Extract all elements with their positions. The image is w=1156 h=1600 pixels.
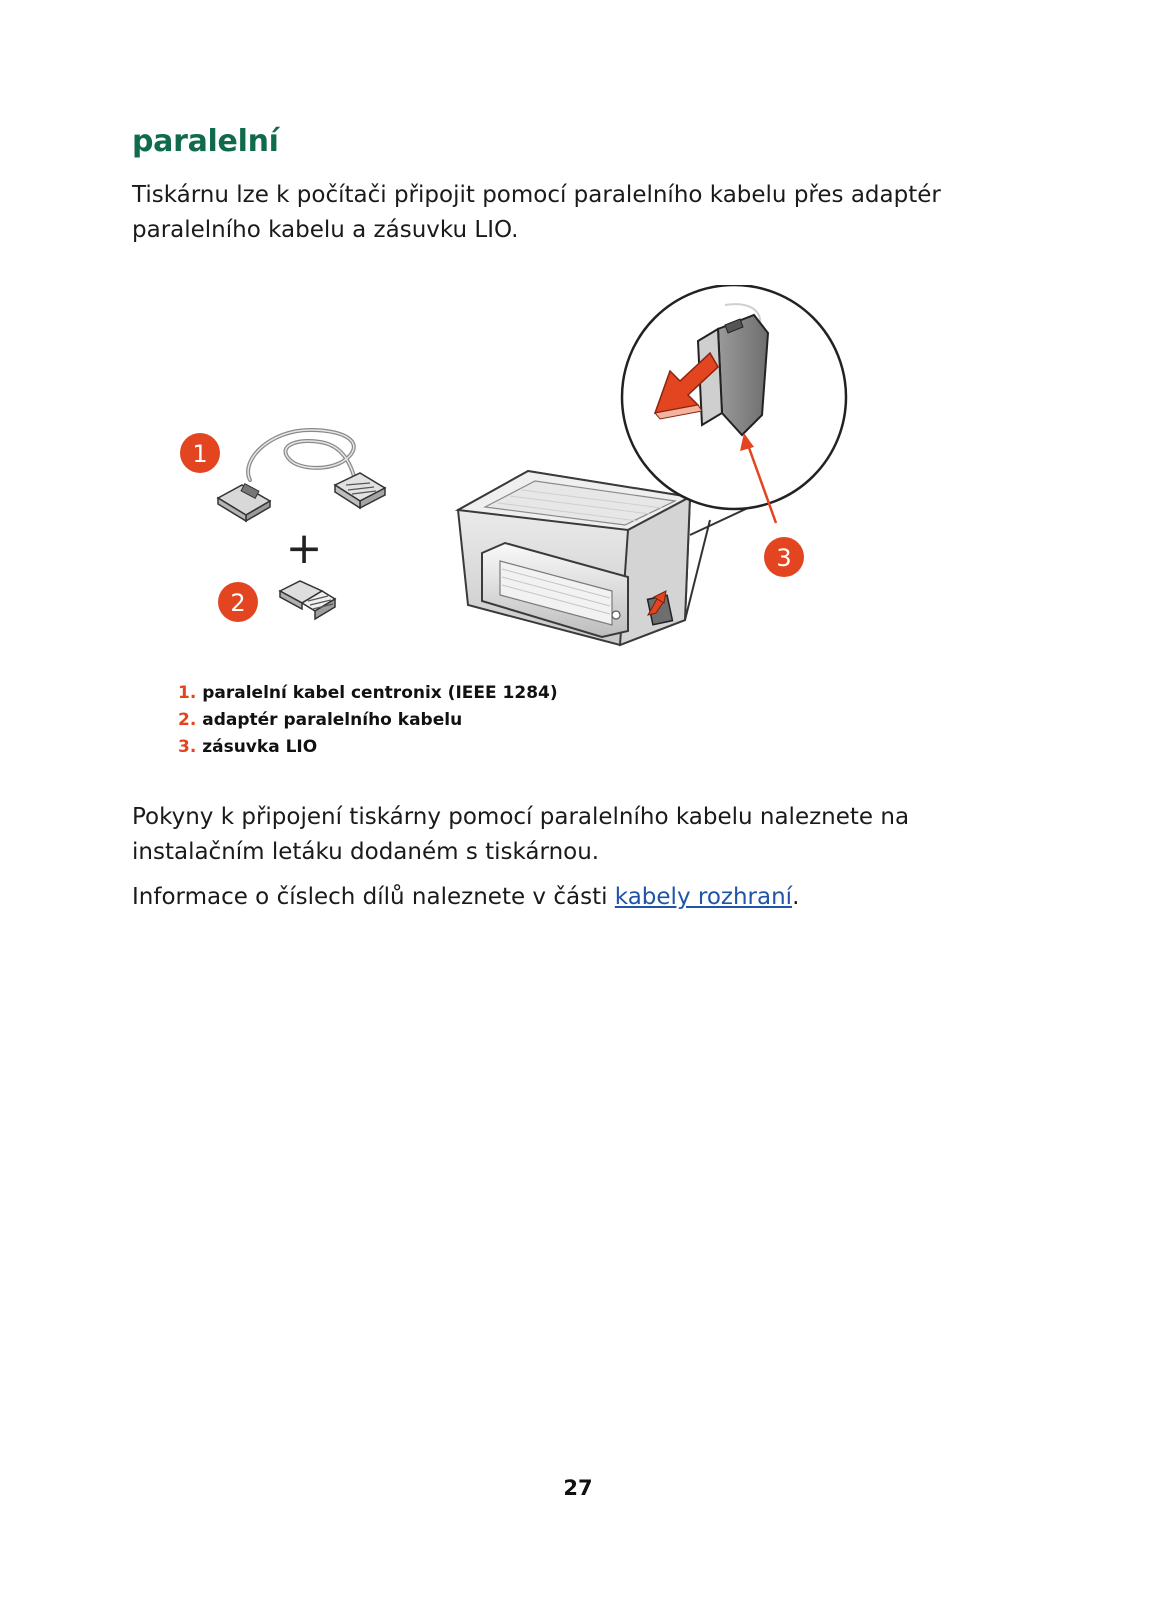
cable-connector-right xyxy=(335,473,385,508)
legend-number: 3. xyxy=(178,737,197,757)
callout-2-label: 2 xyxy=(230,589,246,617)
interface-cables-link[interactable]: kabely rozhraní xyxy=(614,884,793,910)
cable-connector-left xyxy=(218,484,270,521)
callout-1-label: 1 xyxy=(192,440,208,468)
page-title: paralelní xyxy=(132,124,279,159)
legend-label: paralelní kabel centronix (IEEE 1284) xyxy=(202,683,558,703)
instructions-paragraph: Pokyny k připojení tiskárny pomocí paralelního kabelu naleznete na instalačním letáku dodaném s tiskárnou. xyxy=(132,804,910,865)
legend-label: zásuvka LIO xyxy=(202,737,318,757)
part-numbers-text-after: . xyxy=(792,884,800,910)
legend-number: 2. xyxy=(178,710,197,730)
page-number: 27 xyxy=(563,1476,593,1500)
part-numbers-paragraph xyxy=(132,880,1012,915)
cable-adapter xyxy=(280,581,335,619)
intro-paragraph: Tiskárnu lze k počítači připojit pomocí paralelního kabelu přes adaptér paralelního kabelu a zásuvku LIO. xyxy=(132,182,941,243)
part-numbers-text-before: Informace o číslech dílů naleznete v části xyxy=(132,884,615,910)
callout-3-badge xyxy=(764,537,804,577)
legend-item xyxy=(178,680,558,707)
plus-sign: + xyxy=(285,523,323,574)
zoom-detail-circle xyxy=(622,285,846,523)
legend-item xyxy=(178,707,558,734)
legend-item xyxy=(178,734,558,761)
figure-legend xyxy=(178,680,558,761)
zoom-connector-lines xyxy=(685,507,750,620)
callout-2-badge xyxy=(218,582,258,622)
parallel-cable xyxy=(248,430,355,480)
connection-illustration xyxy=(150,285,870,655)
printer xyxy=(458,471,690,645)
callout-3-label: 3 xyxy=(776,544,792,572)
callout-1-badge xyxy=(180,433,220,473)
legend-label: adaptér paralelního kabelu xyxy=(202,710,463,730)
legend-number: 1. xyxy=(178,683,197,703)
